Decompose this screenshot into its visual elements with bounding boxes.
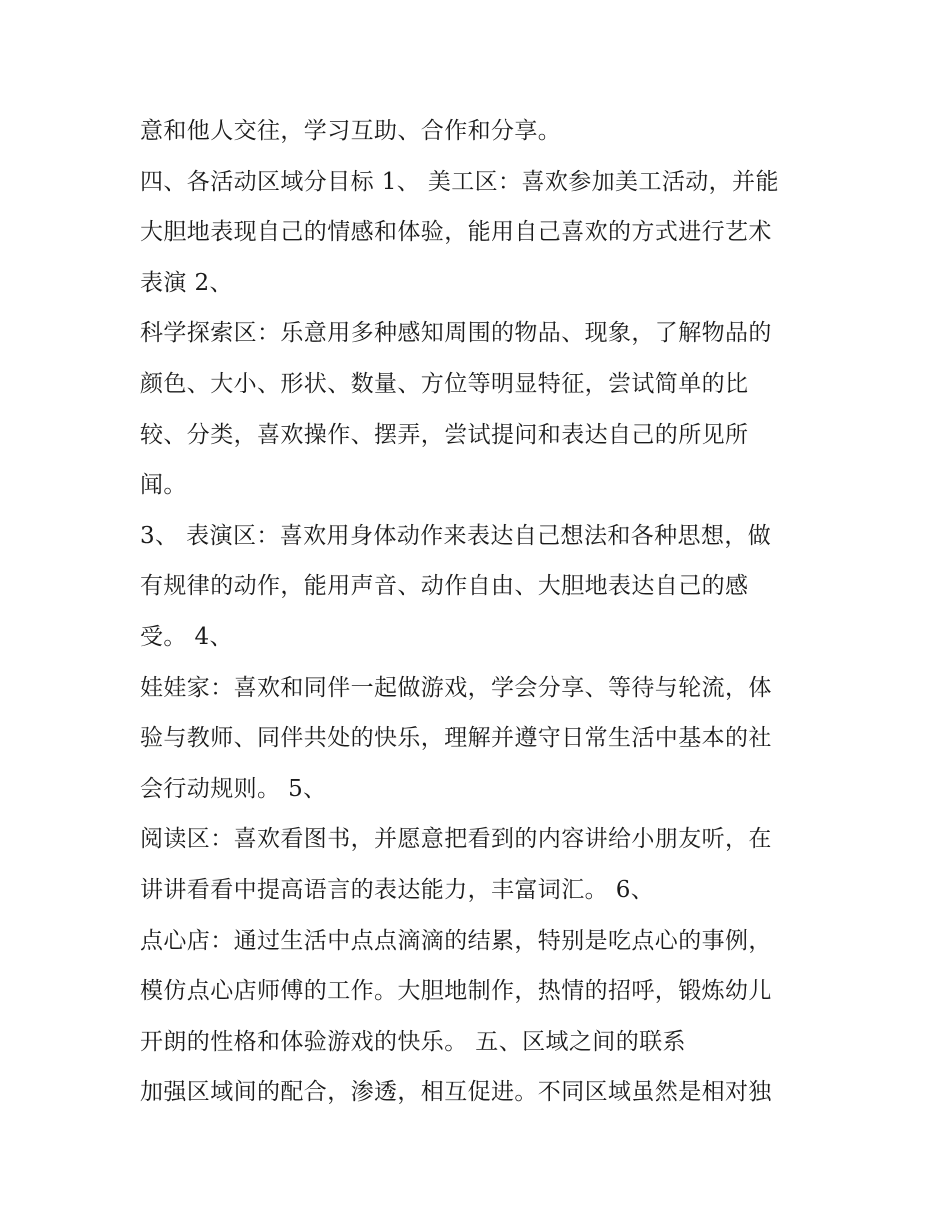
text-line: 模仿点心店师傅的工作。大胆地制作，热情的招呼，锻炼幼儿 <box>140 978 772 1005</box>
text-line: 加强区域间的配合，渗透，相互促进。不同区域虽然是相对独 <box>140 1079 772 1106</box>
text-line: 较、分类，喜欢操作、摆弄，尝试提问和表达自己的所见所 <box>140 421 749 448</box>
text-line: 讲讲看看中提高语言的表达能力，丰富词汇。 6、 <box>140 876 655 903</box>
text-line: 闻。 <box>140 472 187 499</box>
text-line: 有规律的动作，能用声音、动作自由、大胆地表达自己的感 <box>140 573 749 600</box>
text-line: 意和他人交往，学习互助、合作和分享。 <box>140 118 562 144</box>
text-line: 大胆地表现自己的情感和体验，能用自己喜欢的方式进行艺术 <box>140 219 772 246</box>
text-line: 科学探索区：乐意用多种感知周围的物品、现象，了解物品的 <box>140 320 772 347</box>
text-line: 受。 4、 <box>140 623 233 650</box>
text-line: 颜色、大小、形状、数量、方位等明显特征，尝试简单的比 <box>140 370 749 397</box>
text-line: 会行动规则。 5、 <box>140 775 327 802</box>
text-line: 娃娃家：喜欢和同伴一起做游戏，学会分享、等待与轮流，体 <box>140 674 772 701</box>
text-line: 开朗的性格和体验游戏的快乐。 五、区域之间的联系 <box>140 1028 686 1055</box>
text-line: 点心店：通过生活中点点滴滴的结累，特别是吃点心的事例， <box>140 927 772 954</box>
text-line: 表演 2、 <box>140 269 233 296</box>
text-line: 验与教师、同伴共处的快乐，理解并遵守日常生活中基本的社 <box>140 725 772 752</box>
text-line: 阅读区：喜欢看图书，并愿意把看到的内容讲给小朋友听，在 <box>140 826 772 853</box>
document-body <box>140 106 820 1118</box>
text-line: 四、各活动区域分目标 1、 美工区：喜欢参加美工活动，并能 <box>140 168 779 195</box>
text-line: 3、 表演区：喜欢用身体动作来表达自己想法和各种思想，做 <box>140 522 772 549</box>
